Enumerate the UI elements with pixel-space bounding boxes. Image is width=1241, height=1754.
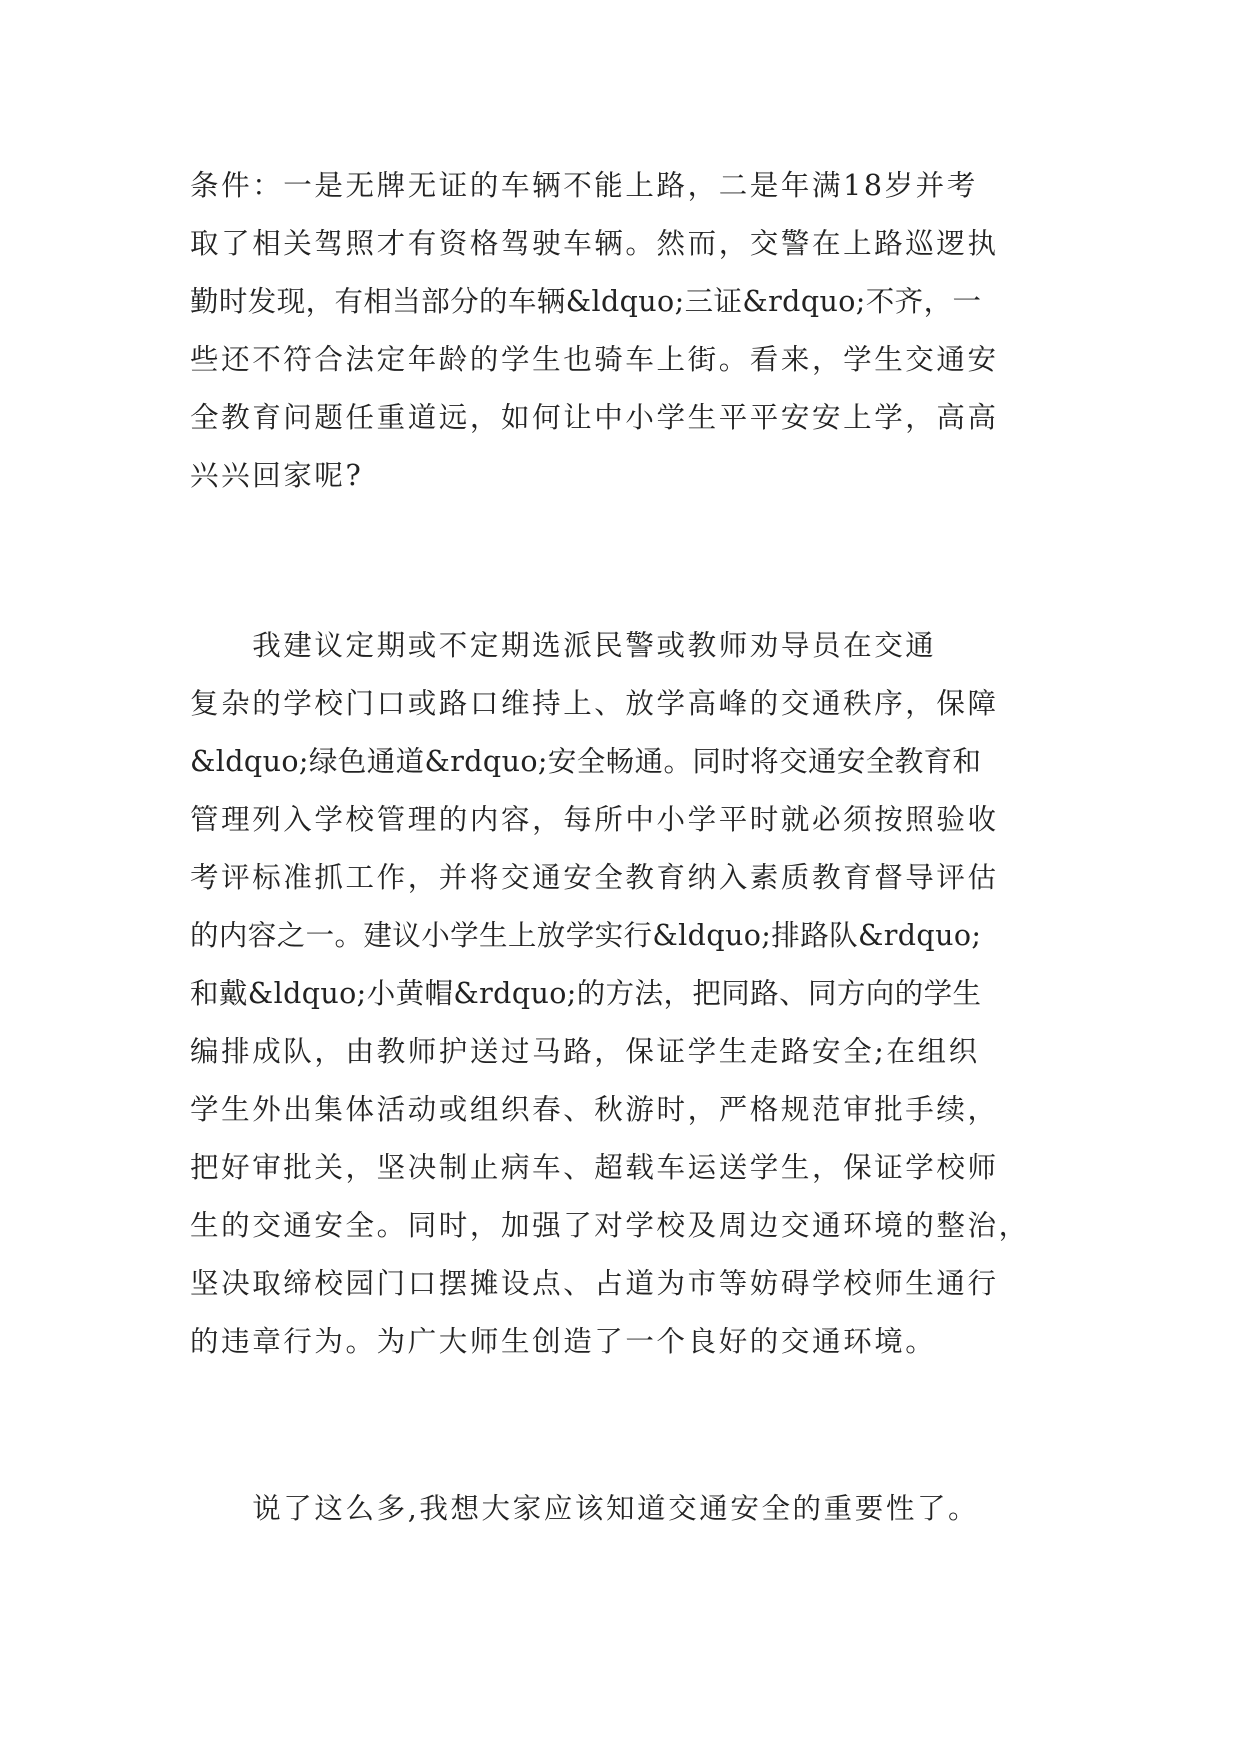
paragraph-conditions (190, 157, 1060, 505)
text-line: 坚决取缔校园门口摆摊设点、占道为市等妨碍学校师生通行 (190, 1267, 999, 1300)
text-line: 全教育问题任重道远，如何让中小学生平平安安上学，高高 (190, 401, 999, 434)
text-line: 管理列入学校管理的内容，每所中小学平时就必须按照验收 (190, 803, 999, 836)
text-line: 把好审批关，坚决制止病车、超载车运送学生，保证学校师 (190, 1151, 999, 1184)
text-line: 的违章行为。为广大师生创造了一个良好的交通环境。 (190, 1325, 937, 1358)
text-line: 学生外出集体活动或组织春、秋游时，严格规范审批手续， (190, 1093, 999, 1126)
text-line: 说了这么多,我想大家应该知道交通安全的重要性了。 (190, 1492, 980, 1525)
text-line: 复杂的学校门口或路口维持上、放学高峰的交通秩序，保障 (190, 687, 999, 720)
paragraph-conclusion (190, 1480, 1060, 1538)
text-line: 我建议定期或不定期选派民警或教师劝导员在交通 (190, 629, 937, 662)
text-line: 勤时发现，有相当部分的车辆&ldquo;三证&rdquo;不齐，一 (190, 285, 982, 318)
text-line: 考评标准抓工作，并将交通安全教育纳入素质教育督导评估 (190, 861, 999, 894)
text-line: 兴兴回家呢? (190, 459, 364, 492)
text-line: 取了相关驾照才有资格驾驶车辆。然而，交警在上路巡逻执 (190, 227, 999, 260)
text-line: 生的交通安全。同时，加强了对学校及周边交通环境的整治， (190, 1209, 1030, 1242)
text-line: 和戴&ldquo;小黄帽&rdquo;的方法，把同路、同方向的学生 (190, 977, 982, 1010)
text-line: 条件：一是无牌无证的车辆不能上路，二是年满18岁并考 (190, 169, 978, 202)
text-line: 些还不符合法定年龄的学生也骑车上街。看来，学生交通安 (190, 343, 999, 376)
text-line: 编排成队，由教师护送过马路，保证学生走路安全;在组织 (190, 1035, 980, 1068)
text-line: &ldquo;绿色通道&rdquo;安全畅通。同时将交通安全教育和 (190, 745, 982, 778)
text-line: 的内容之一。建议小学生上放学实行&ldquo;排路队&rdquo; (190, 919, 982, 952)
paragraph-suggestions (190, 617, 1060, 1371)
